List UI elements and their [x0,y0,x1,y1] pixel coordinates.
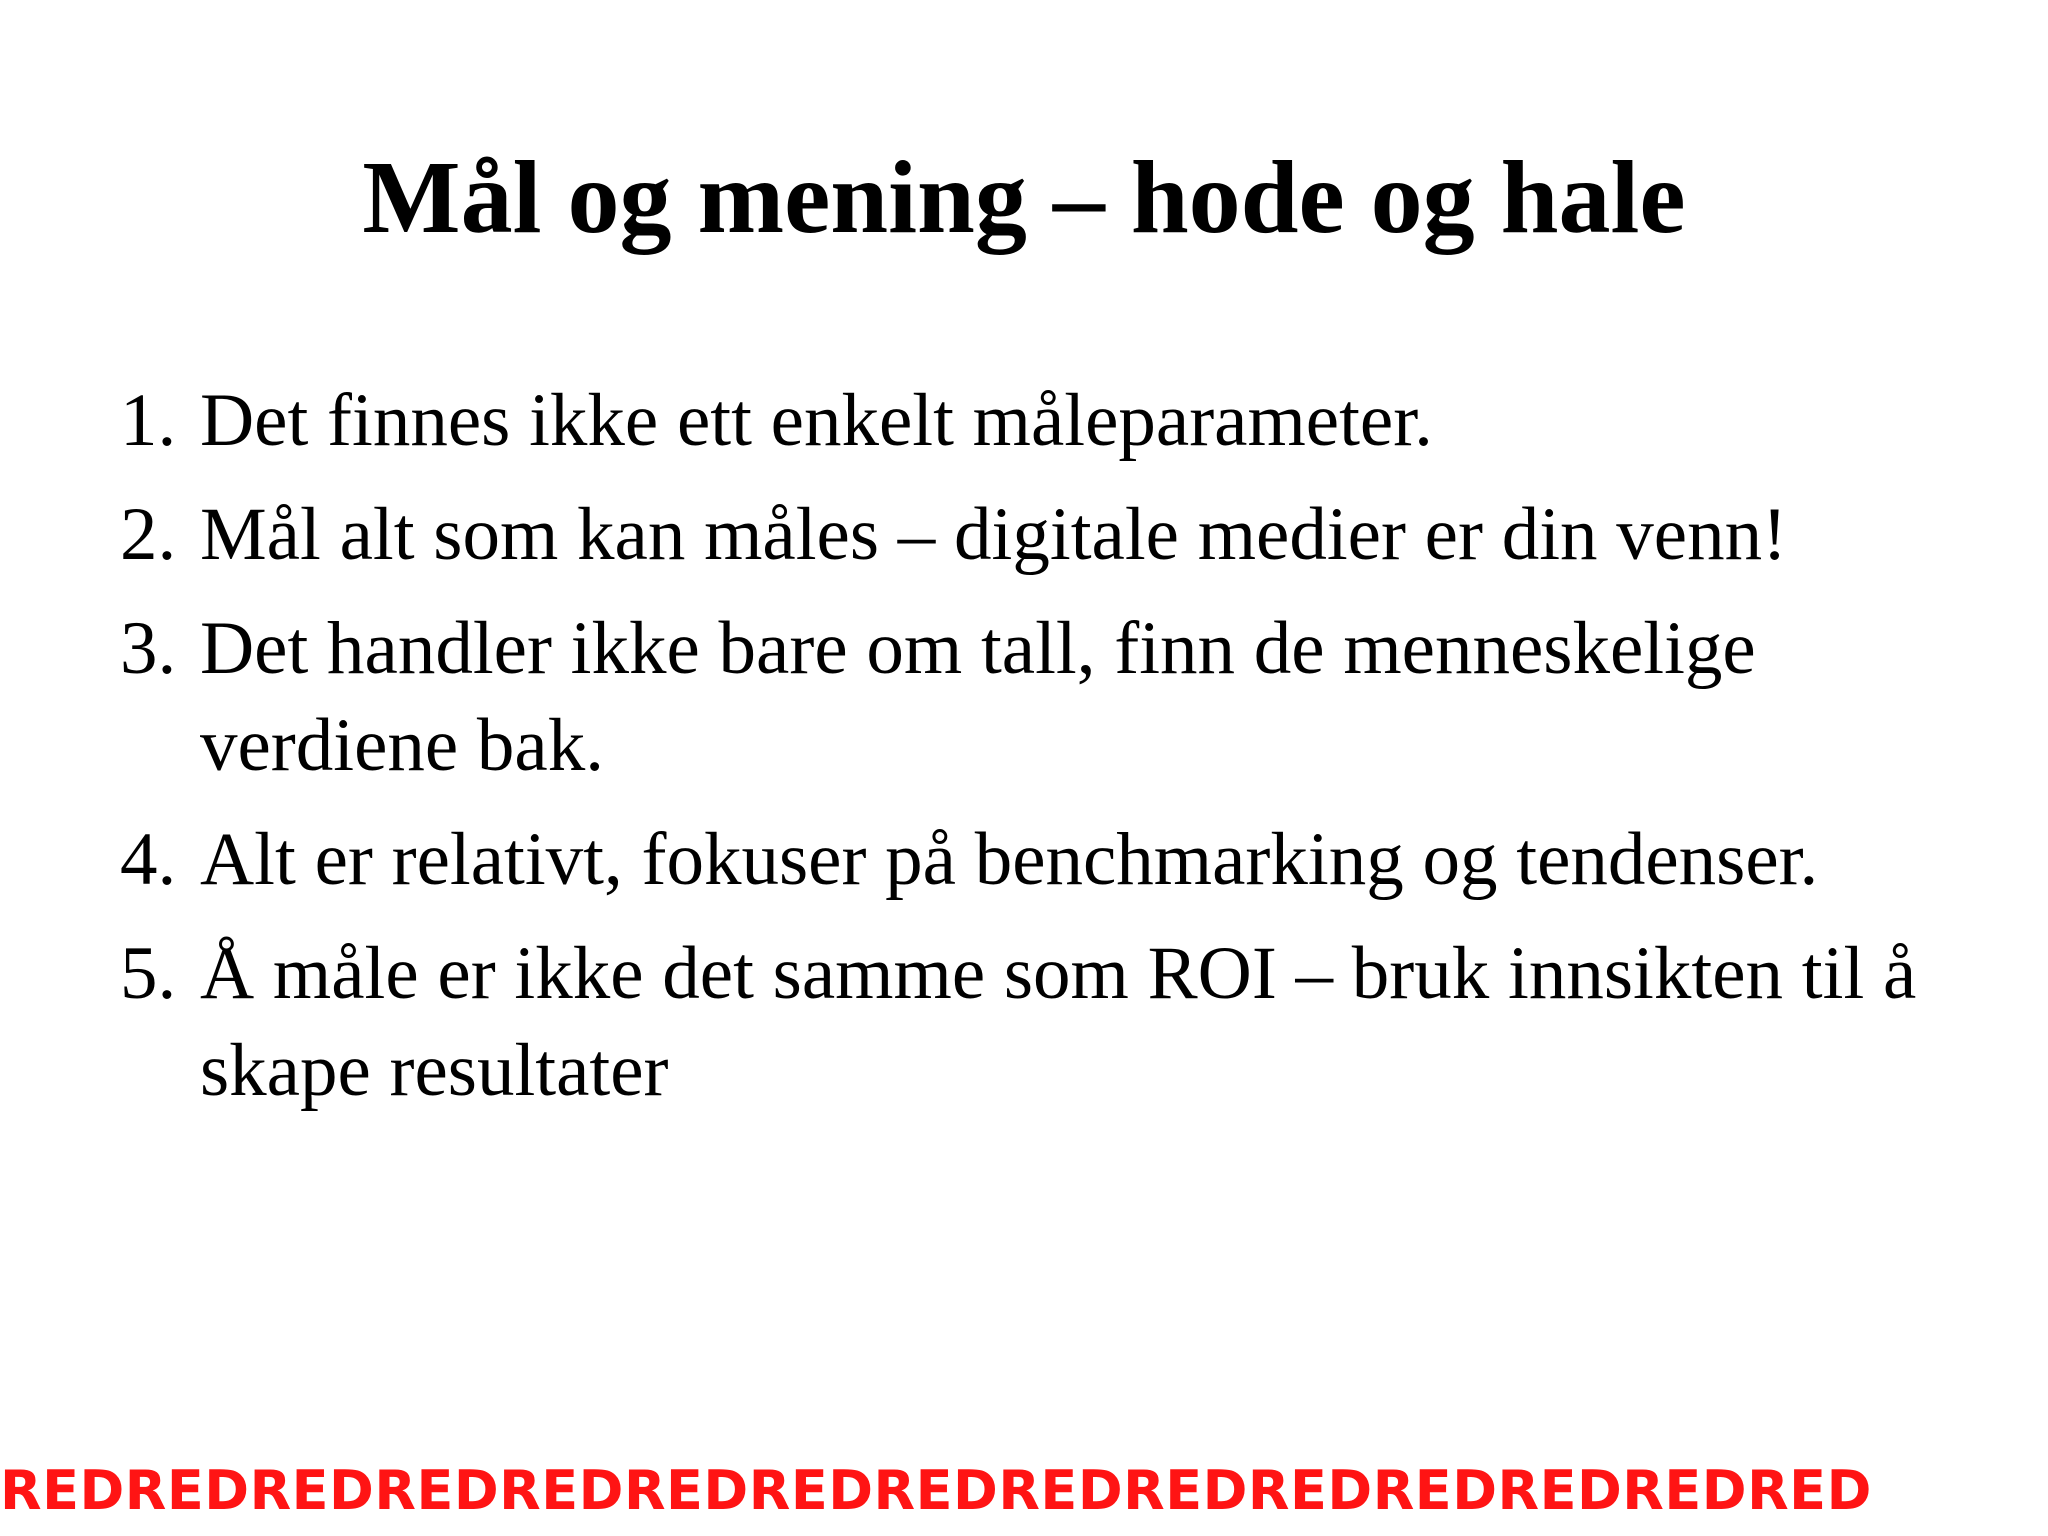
list-item-number: 4. [120,818,177,901]
list-item-number: 1. [120,379,177,462]
list-item [120,600,1980,794]
list-item-number: 2. [120,493,177,576]
list-item-text: Det handler ikke bare om tall, finn de menneskelige verdiene bak. [200,607,1756,787]
list-item-number: 3. [120,607,177,690]
list-item-number: 5. [120,932,177,1015]
list-item-text: Det finnes ikke ett enkelt måleparameter. [200,379,1433,462]
list-item [120,811,1980,908]
list-item-text: Mål alt som kan måles – digitale medier er din venn! [200,493,1788,576]
footer-logo-band: REDREDREDREDREDREDREDREDREDREDREDREDREDREDRED [0,1462,1872,1520]
slide-title: Mål og mening – hode og hale [362,140,1686,255]
list-item [120,486,1980,583]
list-item [120,925,1980,1119]
list-item [120,372,1980,469]
list-item-text: Å måle er ikke det samme som ROI – bruk innsikten til å skape resultater [200,932,1917,1112]
point-list [120,372,1980,1136]
list-item-text: Alt er relativt, fokuser på benchmarking og tendenser. [200,818,1819,901]
